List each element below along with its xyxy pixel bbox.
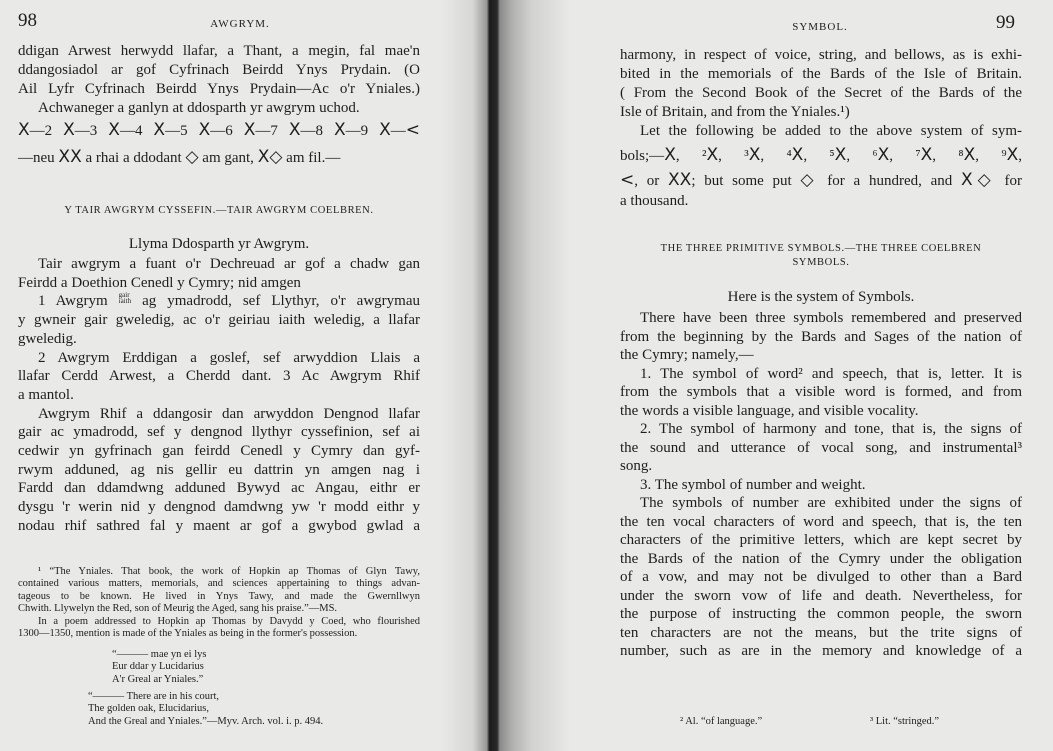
text-line: harmony, in respect of voice, string, and bellows, as is exhi- xyxy=(620,47,1022,63)
text-line: Awgrym Rhif a ddangosir dan arwyddon Dengnod llafar xyxy=(38,405,420,422)
text-line: cedwir yn gyfrinach gan feirdd Cenedl y Cymry dan gyf- xyxy=(18,443,420,459)
text-line: 1. The symbol of word² and speech, that is, letter. It is xyxy=(640,365,1022,382)
footnote: ³ Lit. “stringed.” xyxy=(870,716,940,727)
coelbren-symbol-icon: X xyxy=(920,145,933,165)
text-line: Let the following be added to the above system of sym- xyxy=(640,123,1022,139)
footnote-line: In a poem addressed to Hopkin ap Thomas by Davydd y Coed, who flourished xyxy=(38,615,420,627)
coelbren-symbol-icon: X xyxy=(108,120,120,140)
text-line: from the beginning by the Bards and Sages of the nation of xyxy=(620,328,1022,345)
text-line: Fardd dan ddamdwng adduned Bywyd ac Angau, eithr er xyxy=(18,480,420,497)
text-line: dysgu 'r werin nid y dengnod damdwng yw 'r modd eithr y xyxy=(18,499,420,516)
coelbren-symbol-icon: X xyxy=(877,145,890,165)
poem-line: And the Greal and Yniales.”—Myv. Arch. vol. i. p. 494. xyxy=(88,715,324,727)
poem-line: The golden oak, Elucidarius, xyxy=(88,703,210,715)
text-line: Feirdd a Doethion Cenedl y Cymry; nid amgen xyxy=(18,274,301,291)
text-line: the sound and utterance of vocal song, and instrumental³ xyxy=(620,439,1022,456)
text-line: the Cymry; namely,— xyxy=(620,347,754,363)
section-heading: Y TAIR AWGRYM CYSSEFIN.—TAIR AWGRYM COELBREN. xyxy=(64,205,374,216)
coelbren-symbol-icon: X xyxy=(243,120,256,140)
text-line: 2 Awgrym Erddigan a goslef, sef arwyddion Llais a xyxy=(38,349,420,366)
running-head: SYMBOL. xyxy=(792,21,848,33)
coelbren-symbol-icon: X xyxy=(791,145,804,165)
coelbren-symbol-icon: X xyxy=(961,170,973,190)
coelbren-symbol-icon: X xyxy=(153,120,166,140)
text-line: of a vow, and may not be divulged to other than a Bard xyxy=(620,569,1022,585)
text-line: bols;—X, ²X, ³X, ⁴X, ⁵X, ⁶X, ⁷X, ⁸X, ⁹X, xyxy=(620,145,1022,165)
coelbren-symbol-icon: X xyxy=(834,145,847,165)
running-head: AWGRYM. xyxy=(210,18,270,30)
coelbren-symbol-icon: X xyxy=(748,145,761,165)
footnote-line: 1300—1350, mention is made of the Yniales as being in the former's possession. xyxy=(18,628,358,639)
text-line: ddangosiadol ar gof Cyfrinach Beirdd Ynys Prydain. (O xyxy=(18,62,420,78)
stacked-gloss: gair iaith xyxy=(118,291,132,306)
section-heading-line: THE THREE PRIMITIVE SYMBOLS.—THE THREE COELBREN xyxy=(660,243,982,254)
poem-line: Eur ddar y Lucidarius xyxy=(112,661,204,673)
poem-line: “——— mae yn ei lys xyxy=(112,649,207,660)
text-line: Isle of Britain, and from the Yniales.¹) xyxy=(620,104,850,120)
text-line: gweledig. xyxy=(18,330,77,347)
text-line: song. xyxy=(620,458,653,474)
text-line: characters of the primitive letters, which are kept secret by xyxy=(620,532,1022,548)
text-line: gair ac ymadrodd, sef y dengnod llythyr cyssefinion, sef ai xyxy=(18,424,420,441)
subheading: Here is the system of Symbols. xyxy=(727,289,915,305)
text-line: under the sworn vow of life and death. Nevertheless, for xyxy=(620,587,1022,604)
text-line: the purpose of instructing the common people, the sworn xyxy=(620,606,1022,622)
footnote-line: Chwith. Llywelyn the Red, son of Meurig the Aged, sang his praise.”—MS. xyxy=(18,603,338,615)
coelbren-symbol-icon: X xyxy=(198,120,211,140)
page-number: 98 xyxy=(18,10,37,31)
text-line: Ail Lyfr Cyfrinach Beirdd Ynys Prydain—Ac o'r Yniales.) xyxy=(18,81,420,97)
section-heading-line: SYMBOLS. xyxy=(792,257,850,268)
text-line: ( From the Second Book of the Secret of the Bards of the xyxy=(620,85,1022,101)
text-line: rwym adduned, ag nis gellir eu dattrin yn amgen nag i xyxy=(18,461,420,478)
coelbren-symbol-icon: X xyxy=(63,120,75,140)
text-line: ten characters are not the means, but the trite signs of xyxy=(620,624,1022,641)
coelbren-symbol-icon: ◇ xyxy=(269,147,283,167)
text-line: Achwaneger a ganlyn at ddosparth yr awgrym uchod. xyxy=(38,100,360,116)
text-line: —neu XX a rhai a ddodant ◇ am gant, X◇ am fil.— xyxy=(18,147,341,167)
text-line: from the symbols that a visible word is formed, and from xyxy=(620,384,1022,400)
text-line: the ten vocal characters of word and speech, that is, the ten xyxy=(620,513,1022,530)
coelbren-symbol-icon: ◇ xyxy=(185,147,199,167)
poem-line: “——— There are in his court, xyxy=(88,691,220,702)
text-line: llafar Cerdd Arwest, a Cherdd dant. 3 Ac Awgrym Rhif xyxy=(18,368,420,385)
coelbren-symbol-icon: X xyxy=(1006,145,1019,165)
footnote-line: tageous to be known. He lived in Ynys Tawy, and made the Gwernllwyn xyxy=(18,590,420,602)
subheading: Llyma Ddosparth yr Awgrym. xyxy=(128,236,310,252)
coelbren-symbol-icon: X xyxy=(668,170,680,190)
text-line: a thousand. xyxy=(620,193,689,209)
text-line: 3. The symbol of number and weight. xyxy=(640,476,866,493)
text-line: nodau rhif sathred fal y maent ar gof a gwybod gwlad a xyxy=(18,517,420,534)
text-line: a mantol. xyxy=(18,386,74,403)
coelbren-symbol-icon: X xyxy=(963,145,976,165)
coelbren-symbol-icon: X xyxy=(70,147,82,167)
text-line: number, such as are in the memory and knowledge of a xyxy=(620,643,1022,659)
coelbren-symbol-icon: X xyxy=(257,147,270,167)
text-line: 1 Awgrym gair iaith ag ymadrodd, sef Llythyr, o'r awgrymau xyxy=(38,291,420,310)
coelbren-symbol-icon: < xyxy=(620,170,635,190)
coelbren-symbol-icon: ◇ xyxy=(972,170,996,190)
page-number: 99 xyxy=(996,12,1015,33)
coelbren-symbol-icon: X xyxy=(288,120,301,140)
text-line: bited in the memorials of the Bards of the Isle of Britain. xyxy=(620,66,1022,82)
footnote: ² Al. “of language.” xyxy=(680,716,763,727)
footnote-line: ¹ “The Yniales. That book, the work of Hopkin ap Thomas of Glyn Tawy, xyxy=(38,566,420,577)
coelbren-symbol-icon: X xyxy=(58,147,71,167)
coelbren-symbol-icon: X xyxy=(333,120,346,140)
text-line: The symbols of number are exhibited under the signs of xyxy=(640,495,1022,511)
text-line: the words a visible language, and visible vocality. xyxy=(620,402,919,419)
coelbren-symbol-icon: X xyxy=(18,120,30,140)
coelbren-symbol-icon: ◇ xyxy=(800,170,819,190)
coelbren-symbol-icon: X xyxy=(679,170,692,190)
text-line: Tair awgrym a fuant o'r Dechreuad ar gof a chadw gan xyxy=(38,256,420,272)
footnote-line: contained various matters, memorials, and sciences appertaining to things advan- xyxy=(18,578,420,590)
text-line: the Bards of the nation of the Cymry under the obligation xyxy=(620,550,1022,567)
text-line: y gwneir gair gweledig, ac o'r geiriau iaith weledig, a llafar xyxy=(18,312,420,329)
coelbren-symbol-icon: < xyxy=(405,120,421,140)
text-line: ddigan Arwest herwydd llafar, a Thant, a megin, fal mae'n xyxy=(18,43,420,59)
coelbren-symbol-icon: X xyxy=(379,120,391,140)
text-line: X—2 X—3 X—4 X—5 X—6 X—7 X—8 X—9 X—< xyxy=(18,120,421,140)
coelbren-symbol-icon: X xyxy=(706,145,719,165)
text-line: 2. The symbol of harmony and tone, that is, the signs of xyxy=(640,421,1022,437)
poem-line: A'r Greal ar Yniales.” xyxy=(112,673,204,685)
text-line: <, or XX; but some put ◇ for a hundred, and X◇ for xyxy=(620,170,1023,190)
text-line: There have been three symbols remembered and preserved xyxy=(640,310,1022,326)
coelbren-symbol-icon: X xyxy=(664,145,676,165)
